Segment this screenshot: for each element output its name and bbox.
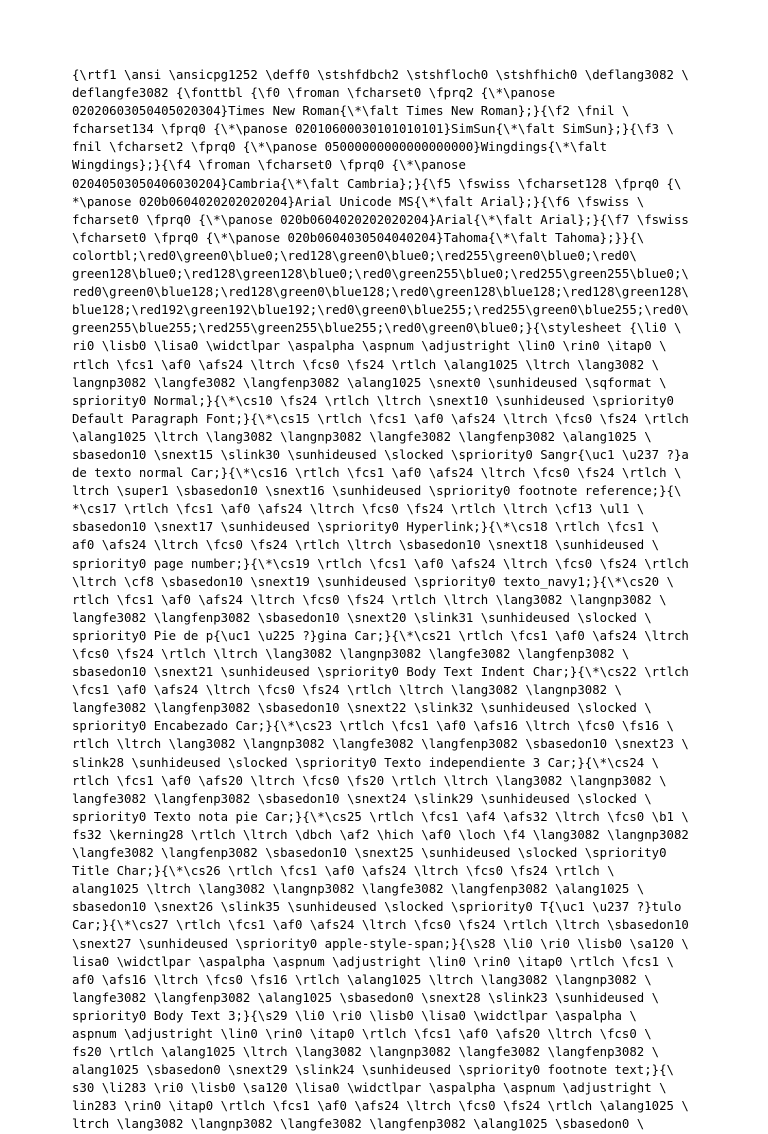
text-line: \alang1025 \ltrch \lang3082 \langnp3082 \langfe3082 \langfenp3082 \alang1025 \	[72, 429, 652, 444]
text-line: alang1025 \sbasedon0 \snext29 \slink24 \sunhideused \spriority0 footnote text;}{\	[72, 1063, 674, 1078]
text-line: ltrch \lang3082 \langnp3082 \langfe3082 \langfenp3082 \alang1025 \sbasedon0 \	[72, 1117, 645, 1132]
text-line: colortbl;\red0\green0\blue0;\red128\green0\blue0;\red255\green0\blue0;\red0\	[72, 248, 637, 263]
text-line: \ltrch \cf8 \sbasedon10 \snext19 \sunhideused \spriority0 texto_navy1;}{\*\cs20 \	[72, 574, 674, 589]
text-line: lin283 \rin0 \itap0 \rtlch \fcs1 \af0 \afs24 \ltrch \fcs0 \fs24 \rtlch \alang1025 \	[72, 1099, 689, 1114]
text-line: spriority0 Pie de p{\uc1 \u225 ?}gina Car;}{\*\cs21 \rtlch \fcs1 \af0 \afs24 \ltrch	[72, 628, 689, 643]
text-line: af0 \afs24 \ltrch \fcs0 \fs24 \rtlch \ltrch \sbasedon10 \snext18 \sunhideused \	[72, 538, 660, 553]
text-line: de texto normal Car;}{\*\cs16 \rtlch \fcs1 \af0 \afs24 \ltrch \fcs0 \fs24 \rtlch \	[72, 466, 682, 481]
text-line: rtlch \fcs1 \af0 \afs24 \ltrch \fcs0 \fs24 \rtlch \alang1025 \ltrch \lang3082 \	[72, 357, 660, 372]
text-line: rtlch \ltrch \lang3082 \langnp3082 \langfe3082 \langfenp3082 \sbasedon10 \snext23 \	[72, 737, 689, 752]
text-line: green255\blue255;\red255\green255\blue255;\red0\green0\blue0;}{\stylesheet {\li0 \	[72, 321, 682, 336]
text-line: spriority0 Encabezado Car;}{\*\cs23 \rtlch \fcs1 \af0 \afs16 \ltrch \fcs0 \fs16 \	[72, 719, 674, 734]
text-line: \fcs0 \fs24 \rtlch \ltrch \lang3082 \langnp3082 \langfe3082 \langfenp3082 \	[72, 647, 630, 661]
text-line: fcharset0 \fprq0 {\*\panose 020b0604020202020204}Arial{\*\falt Arial};}{\f7 \fswiss	[72, 212, 689, 227]
text-line: fs32 \kerning28 \rtlch \ltrch \dbch \af2 \hich \af0 \loch \f4 \lang3082 \langnp3082	[72, 827, 689, 842]
text-line: \langfe3082 \langfenp3082 \sbasedon10 \snext25 \sunhideused \slocked \spriority0	[72, 846, 667, 861]
text-line: blue128;\red192\green192\blue192;\red0\green0\blue255;\red255\green0\blue255;\red0\	[72, 303, 689, 318]
text-line: Title Char;}{\*\cs26 \rtlch \fcs1 \af0 \afs24 \ltrch \fcs0 \fs24 \rtlch \	[72, 864, 615, 879]
text-line: \fcharset0 \fprq0 {\*\panose 020b0604030504040204}Tahoma{\*\falt Tahoma};}}{\	[72, 230, 645, 245]
text-line: fs20 \rtlch \alang1025 \ltrch \lang3082 \langnp3082 \langfe3082 \langfenp3082 \	[72, 1045, 660, 1060]
text-line: langfe3082 \langfenp3082 \sbasedon10 \snext24 \slink29 \sunhideused \slocked \	[72, 791, 652, 806]
text-line: langfe3082 \langfenp3082 \sbasedon10 \snext22 \slink32 \sunhideused \slocked \	[72, 701, 652, 716]
text-line: ltrch \super1 \sbasedon10 \snext16 \sunhideused \spriority0 footnote reference;}{\	[72, 484, 682, 499]
text-line: sbasedon10 \snext15 \slink30 \sunhideused \slocked \spriority0 Sangr{\uc1 \u237 ?}a	[72, 447, 689, 462]
text-line: langfe3082 \langfenp3082 \alang1025 \sbasedon0 \snext28 \slink23 \sunhideused \	[72, 990, 660, 1005]
text-line: sbasedon10 \snext17 \sunhideused \spriority0 Hyperlink;}{\*\cs18 \rtlch \fcs1 \	[72, 520, 660, 535]
text-line: *\cs17 \rtlch \fcs1 \af0 \afs24 \ltrch \fcs0 \fs24 \rtlch \ltrch \cf13 \ul1 \	[72, 502, 645, 517]
text-line: sbasedon10 \snext21 \sunhideused \spriority0 Body Text Indent Char;}{\*\cs22 \rtlch	[72, 665, 689, 680]
text-line: red0\green0\blue128;\red128\green0\blue128;\red0\green128\blue128;\red128\green128\	[72, 285, 689, 300]
text-line: {\rtf1 \ansi \ansicpg1252 \deff0 \stshfdbch2 \stshfloch0 \stshfhich0 \deflang3082 \	[72, 68, 689, 82]
text-line: Wingdings};}{\f4 \froman \fcharset0 \fprq0 {\*\panose	[72, 158, 466, 173]
text-line: *\panose 020b0604020202020204}Arial Unicode MS{\*\falt Arial};}{\f6 \fswiss \	[72, 194, 645, 209]
text-line: 02020603050405020304}Times New Roman{\*\falt Times New Roman};}{\f2 \fnil \	[72, 104, 630, 119]
text-line: spriority0 Normal;}{\*\cs10 \fs24 \rtlch \ltrch \snext10 \sunhideused \spriority0	[72, 393, 674, 408]
text-line: spriority0 Body Text 3;}{\s29 \li0 \ri0 \lisb0 \lisa0 \widctlpar \aspalpha \	[72, 1008, 637, 1023]
text-line: Car;}{\*\cs27 \rtlch \fcs1 \af0 \afs24 \ltrch \fcs0 \fs24 \rtlch \ltrch \sbasedon10	[72, 918, 689, 933]
text-line: rtlch \fcs1 \af0 \afs20 \ltrch \fcs0 \fs20 \rtlch \ltrch \lang3082 \langnp3082 \	[72, 773, 667, 788]
text-line: langnp3082 \langfe3082 \langfenp3082 \alang1025 \snext0 \sunhideused \sqformat \	[72, 375, 667, 390]
text-line: rtlch \fcs1 \af0 \afs24 \ltrch \fcs0 \fs24 \rtlch \ltrch \lang3082 \langnp3082 \	[72, 592, 667, 607]
text-line: deflangfe3082 {\fonttbl {\f0 \froman \fcharset0 \fprq2 {\*\panose	[72, 86, 556, 101]
text-line: ri0 \lisb0 \lisa0 \widctlpar \aspalpha \aspnum \adjustright \lin0 \rin0 \itap0 \	[72, 339, 667, 354]
text-line: spriority0 page number;}{\*\cs19 \rtlch \fcs1 \af0 \afs24 \ltrch \fcs0 \fs24 \rtlch	[72, 556, 689, 571]
text-line: 02040503050406030204}Cambria{\*\falt Cambria};}{\f5 \fswiss \fcharset128 \fprq0 {\	[72, 176, 682, 191]
text-line: Default Paragraph Font;}{\*\cs15 \rtlch \fcs1 \af0 \afs24 \ltrch \fcs0 \fs24 \rtlch	[72, 411, 689, 426]
text-line: fcharset134 \fprq0 {\*\panose 02010600030101010101}SimSun{\*\falt SimSun};}{\f3 \	[72, 122, 674, 137]
text-line: green128\blue0;\red128\green128\blue0;\red0\green255\blue0;\red255\green255\blue0;\	[72, 267, 689, 282]
rtf-source-text	[72, 66, 702, 1134]
text-line: slink28 \sunhideused \slocked \spriority0 Texto independiente 3 Car;}{\*\cs24 \	[72, 755, 660, 770]
text-line: alang1025 \ltrch \lang3082 \langnp3082 \langfe3082 \langfenp3082 \alang1025 \	[72, 882, 645, 897]
text-line: sbasedon10 \snext26 \slink35 \sunhideused \slocked \spriority0 T{\uc1 \u237 ?}tulo	[72, 900, 682, 915]
text-line: \fcs1 \af0 \afs24 \ltrch \fcs0 \fs24 \rtlch \ltrch \lang3082 \langnp3082 \	[72, 683, 622, 698]
text-line: aspnum \adjustright \lin0 \rin0 \itap0 \rtlch \fcs1 \af0 \afs20 \ltrch \fcs0 \	[72, 1026, 652, 1041]
text-line: spriority0 Texto nota pie Car;}{\*\cs25 \rtlch \fcs1 \af4 \afs32 \ltrch \fcs0 \b1 \	[72, 809, 689, 824]
text-line: \snext27 \sunhideused \spriority0 apple-style-span;}{\s28 \li0 \ri0 \lisb0 \sa120 \	[72, 936, 689, 951]
text-line: lisa0 \widctlpar \aspalpha \aspnum \adjustright \lin0 \rin0 \itap0 \rtlch \fcs1 \	[72, 954, 674, 969]
text-line: fnil \fcharset2 \fprq0 {\*\panose 05000000000000000000}Wingdings{\*\falt	[72, 140, 608, 155]
text-line: langfe3082 \langfenp3082 \sbasedon10 \snext20 \slink31 \sunhideused \slocked \	[72, 610, 652, 625]
text-line: af0 \afs16 \ltrch \fcs0 \fs16 \rtlch \alang1025 \ltrch \lang3082 \langnp3082 \	[72, 972, 652, 987]
text-line: s30 \li283 \ri0 \lisb0 \sa120 \lisa0 \widctlpar \aspalpha \aspnum \adjustright \	[72, 1081, 667, 1096]
